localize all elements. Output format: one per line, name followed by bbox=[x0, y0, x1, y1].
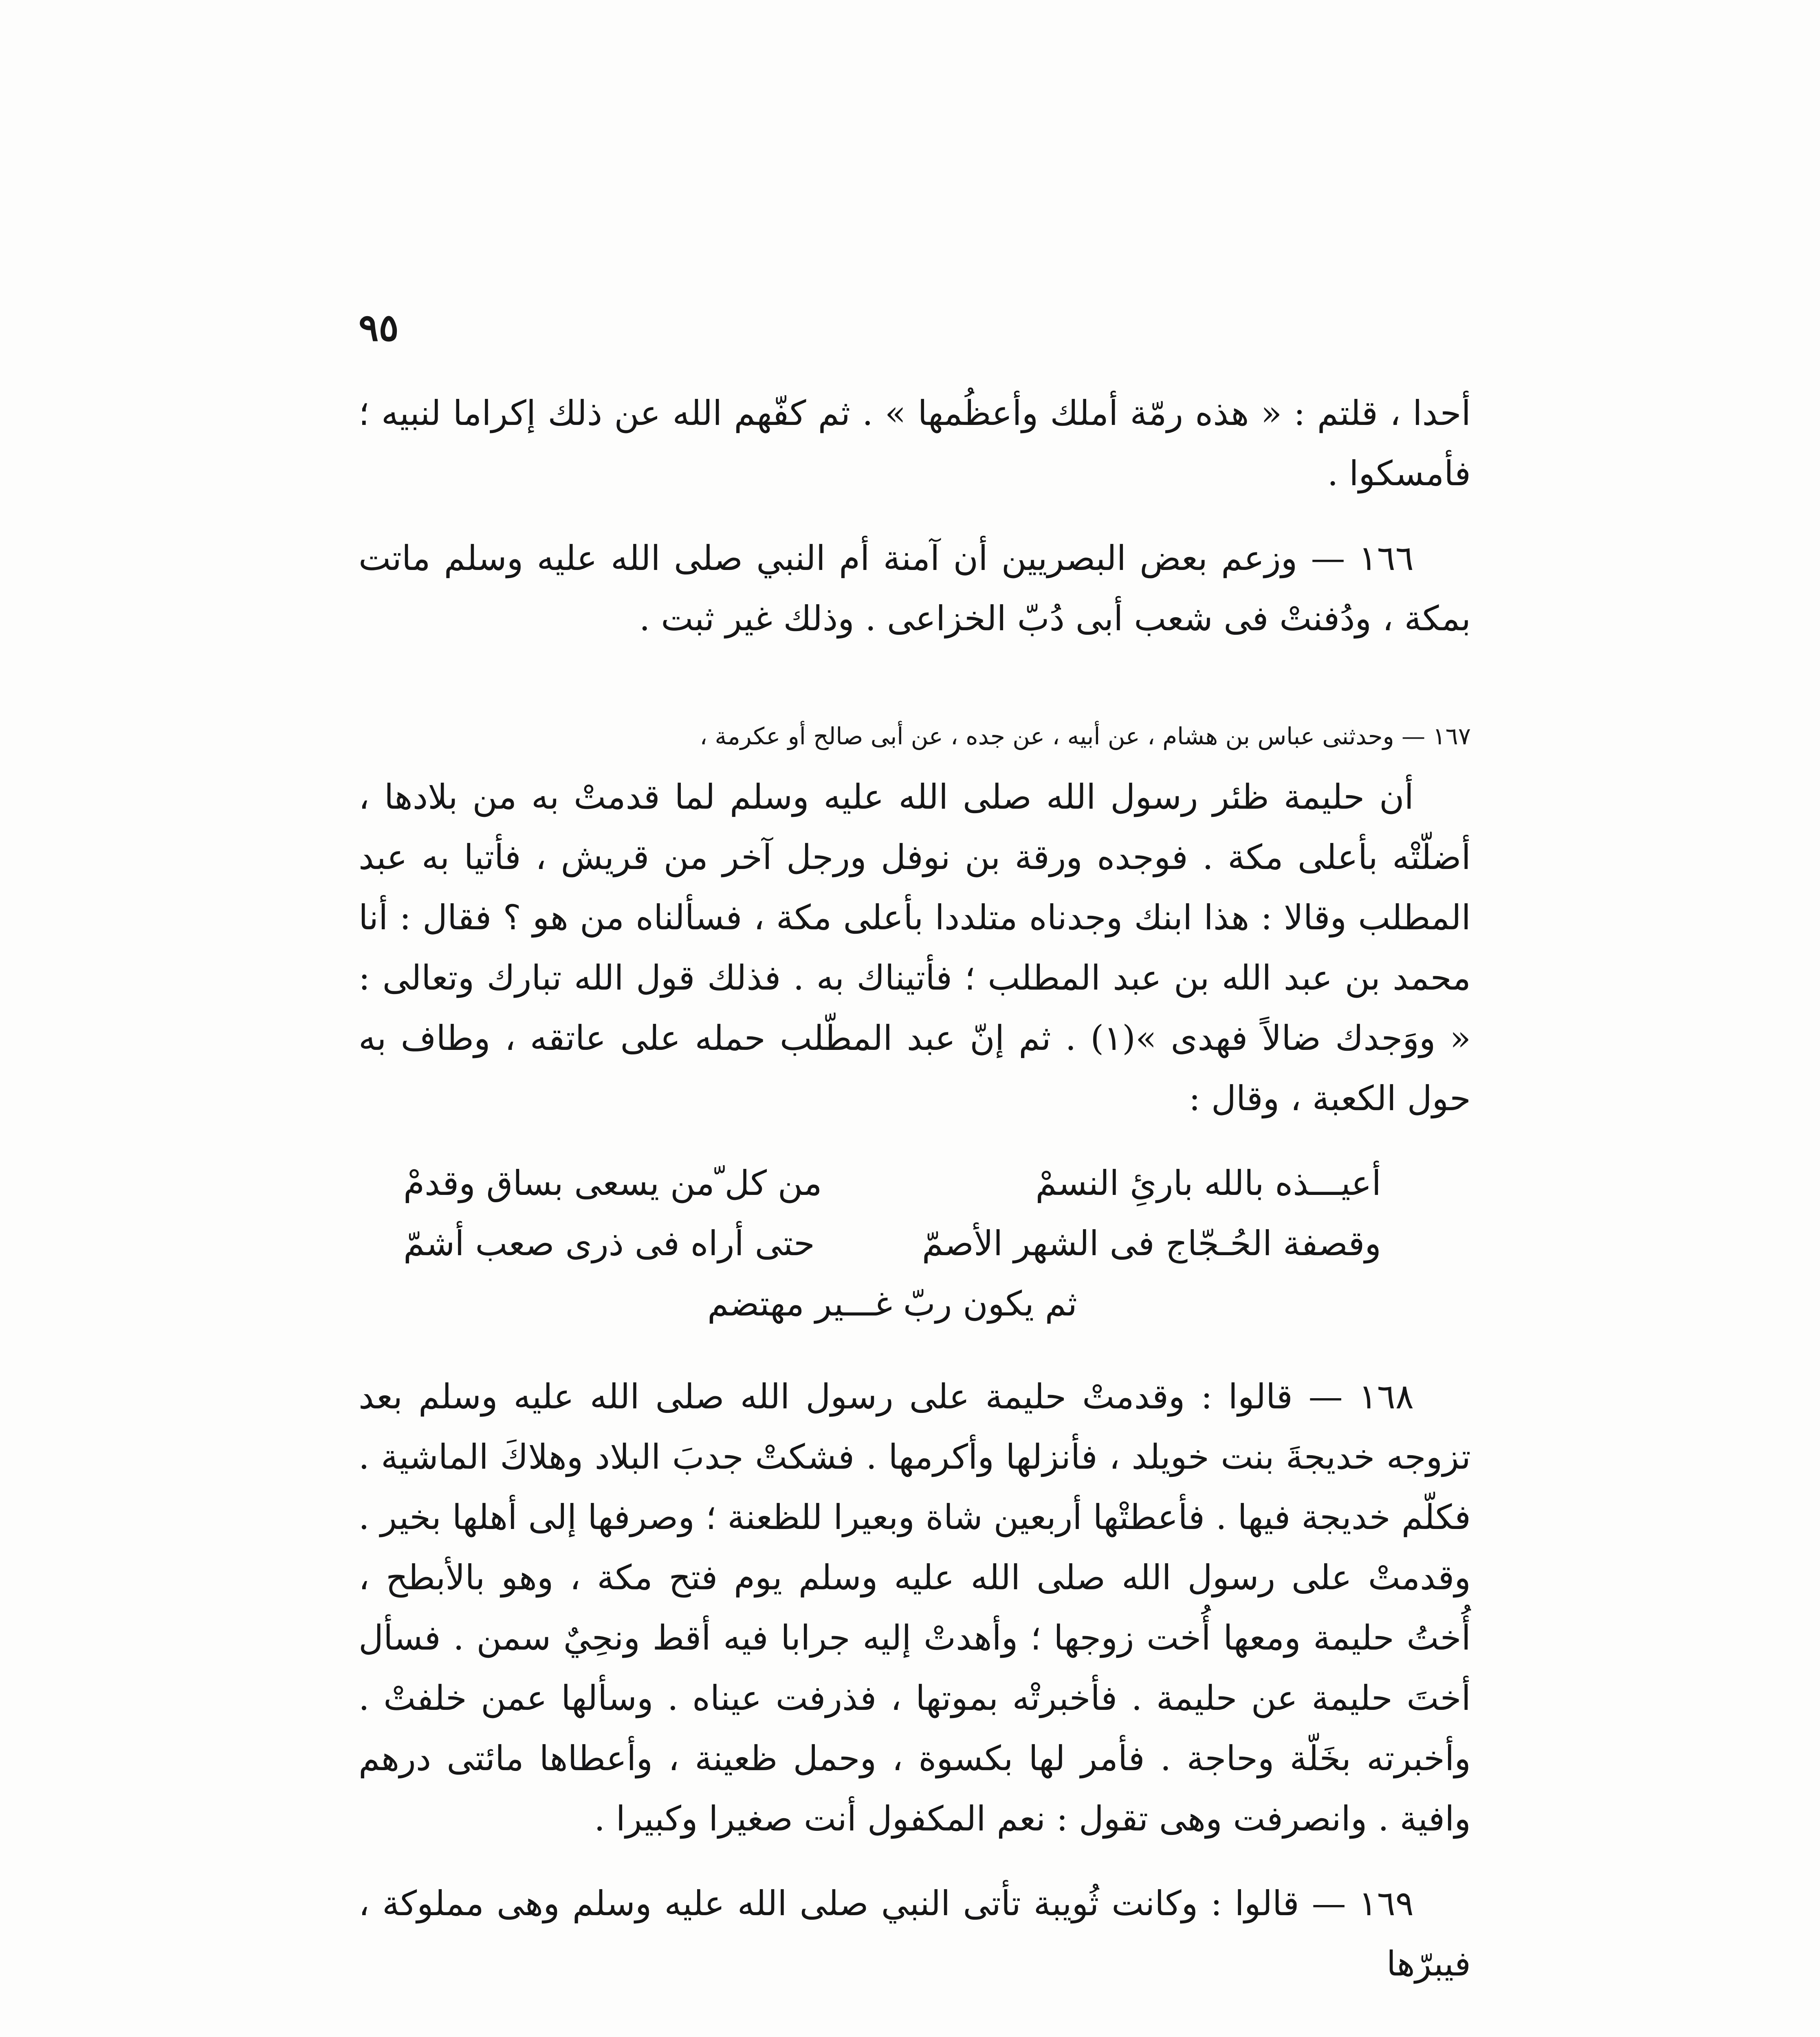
isnad-167: ١٦٧ — وحدثنى عباس بن هشام ، عن أبيه ، عن جده ، عن أبى صالح أو عكرمة ، bbox=[700, 722, 1471, 750]
paragraph-continuation: أحدا ، قلتم : « هذه رمّة أملك وأعظُمها » . ثم كفّهم الله عن ذلك إكراما لنبيه ؛ فأمسكوا . bbox=[359, 393, 1471, 493]
poem-verse-3: ثم يكون ربّ غـــير مهتضم bbox=[707, 1284, 1077, 1324]
paragraph-168: ١٦٨ — قالوا : وقدمتْ حليمة على رسول الله صلى الله عليه وسلم بعد تزوجه خديجةَ بنت خويلد ، فأنزلها وأكرمها . فشكتْ جدبَ البلاد وهلاكَ الماشية . فكلّم خديجة فيها . فأعطتْها أربعين شاة وبعيرا للظعنة ؛ وصرفها إلى أهلها بخير . وقدمتْ على رسول الله صلى الله عليه وسلم يوم فتح مكة ، وهو بالأبطح ، أُختُ حليمة ومعها أُخت زوجها ؛ وأهدتْ إليه جرابا فيه أقط ونحِيٌ سمن . فسأل أختَ حليمة عن حليمة . فأخبرتْه بموتها ، فذرفت عيناه . وسألها عمن خلفتْ . وأخبرته بخَلّة وحاجة . فأمر لها بكسوة ، وحمل ظعينة ، وأعطاها مائتى درهم وافية . وانصرفت وهى تقول : نعم المكفول أنت صغيرا وكبيرا . bbox=[359, 1377, 1471, 1839]
paragraph-169: ١٦٩ — قالوا : وكانت ثُويبة تأتى النبي صلى الله عليه وسلم وهى مملوكة ، فيبرّها bbox=[359, 1883, 1471, 1984]
poem-verse-1 bbox=[403, 1153, 1381, 1213]
main-text bbox=[359, 383, 1471, 2018]
poem-verse-2 bbox=[403, 1213, 1381, 1274]
paragraph-167: أن حليمة ظئر رسول الله صلى الله عليه وسلم لما قدمتْ به من بلادها ، أضلّتْه بأعلى مكة . فوجده ورقة بن نوفل ورجل آخر من قريش ، فأتيا به عبد المطلب وقالا : هذا ابنك وجدناه متلددا بأعلى مكة ، فسألناه من هو ؟ فقال : أنا محمد بن عبد الله بن عبد المطلب ؛ فأتيناك به . فذلك قول الله تبارك وتعالى : « ووَجدك ضالاً فهدى »(١) . ثم إنّ عبد المطّلب حمله على عاتقه ، وطاف به حول الكعبة ، وقال : bbox=[359, 777, 1471, 1118]
poem-hemistich: حتى أراه فى ذرى صعب أشمّ bbox=[403, 1223, 815, 1263]
page-number: ٩٥ bbox=[359, 306, 399, 350]
poem-hemistich: وقصفة الحُـجّاج فى الشهر الأصمّ bbox=[922, 1223, 1381, 1263]
poem-hemistich: أعيـــذه بالله بارئِ النسمْ bbox=[1035, 1163, 1381, 1203]
poem bbox=[359, 1153, 1471, 1334]
poem-hemistich: من كل ّمن يسعى بساق وقدمْ bbox=[403, 1163, 822, 1203]
paragraph-166: ١٦٦ — وزعم بعض البصريين أن آمنة أم النبي صلى الله عليه وسلم ماتت بمكة ، ودُفنتْ فى شعب أبى دُبّ الخزاعى . وذلك غير ثبت . bbox=[359, 538, 1471, 638]
